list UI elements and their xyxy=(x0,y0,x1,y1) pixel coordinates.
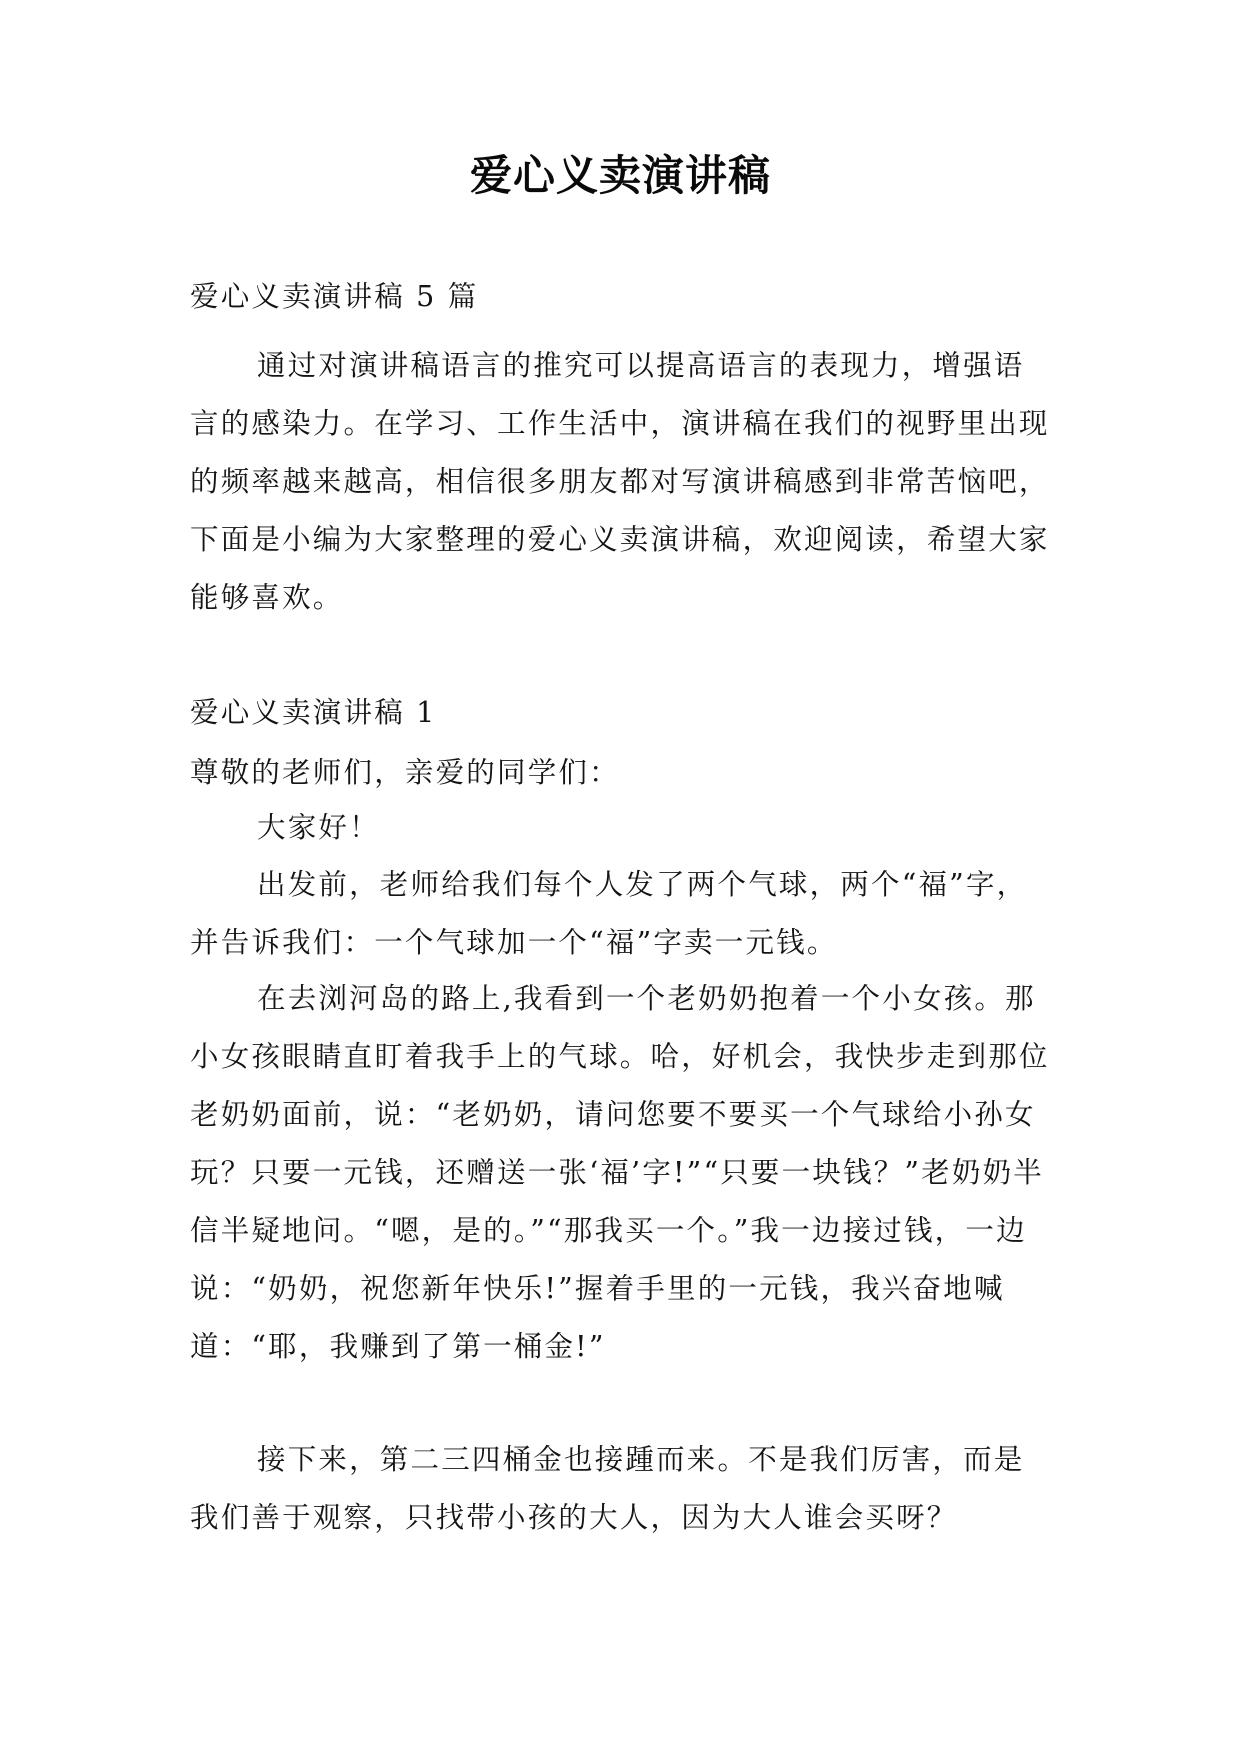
document-title: 爱心义卖演讲稿 xyxy=(469,151,771,200)
intro-paragraph: 通过对演讲稿语言的推究可以提高语言的表现力，增强语言的感染力。在学习、工作生活中，演讲稿在我们的视野里出现的频率越来越高，相信很多朋友都对写演讲稿感到非常苦恼吧，下面是小编为大家整理的爱心义卖演讲稿，欢迎阅读，希望大家能够喜欢。 xyxy=(190,349,1050,614)
paragraph-next: 接下来，第二三四桶金也接踵而来。不是我们厉害，而是我们善于观察，只找带小孩的大人，因为大人谁会买呀？ xyxy=(190,1443,1025,1534)
speech-greeting: 尊敬的老师们，亲爱的同学们： xyxy=(190,756,620,789)
paragraph-hello: 大家好！ xyxy=(257,811,380,844)
paragraph-on-the-road: 在去浏河岛的路上,我看到一个老奶奶抱着一个小女孩。那小女孩眼睛直盯着我手上的气球。哈，好机会，我快步走到那位老奶奶面前，说：“老奶奶，请问您要不要买一个气球给小孙女玩？只要一元钱，还赠送一张‘福’字!”“只要一块钱？”老奶奶半信半疑地问。“嗯，是的。”“那我买一个。”我一边接过钱，一边说：“奶奶，祝您新年快乐!”握着手里的一元钱，我兴奋地喊道：“耶，我赚到了第一桶金!” xyxy=(190,982,1050,1363)
section-heading: 爱心义卖演讲稿 1 xyxy=(190,696,437,729)
document-subtitle: 爱心义卖演讲稿 5 篇 xyxy=(190,280,479,313)
paragraph-departure: 出发前，老师给我们每个人发了两个气球，两个“福”字，并告诉我们：一个气球加一个“福”字卖一元钱。 xyxy=(190,868,1028,959)
